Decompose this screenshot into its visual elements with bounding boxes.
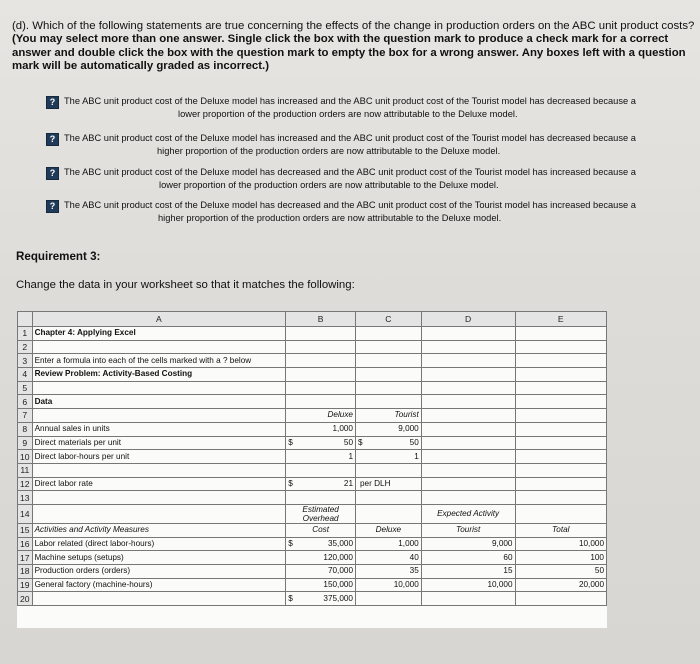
cell-d8[interactable]	[421, 422, 515, 436]
option-line2: higher proportion of the production orders are now attributable to the Deluxe model.	[157, 146, 501, 156]
option-line1: The ABC unit product cost of the Deluxe model has decreased and the ABC unit product cost of the Tourist model has increased because a	[64, 167, 636, 177]
cell-e4[interactable]	[515, 368, 607, 382]
cell-c16[interactable]: 1,000	[356, 537, 422, 551]
cell-a8[interactable]: Annual sales in units	[32, 422, 286, 436]
row-header[interactable]: 4	[18, 368, 33, 382]
cell-e1[interactable]	[515, 327, 607, 341]
option-line2: higher proportion of the production orders are now attributable to the Deluxe model.	[158, 213, 502, 223]
worksheet-grid	[17, 311, 607, 606]
cell-b11[interactable]	[286, 463, 356, 477]
cell-a19[interactable]: General factory (machine-hours)	[32, 578, 286, 592]
cell-d12[interactable]	[421, 477, 515, 491]
row-header[interactable]: 2	[18, 340, 33, 354]
cell-c7[interactable]: Tourist	[356, 409, 422, 423]
question-text: (d). Which of the following statements are true concerning the effects of the change in production orders on the ABC unit product costs? (You may select more than one answer. Single click the box with the question mark to produce a check mark for a correct answer and double click the box with the question mark to empty the box for a wrong answer. Any boxes left with a question mark will be automatically graded as incorrect.)	[12, 20, 695, 73]
cell-a6[interactable]: Data	[32, 395, 286, 409]
option-line1: The ABC unit product cost of the Deluxe model has increased and the ABC unit product cost of the Tourist model has decreased because a	[64, 133, 636, 143]
cell-b8[interactable]: 1,000	[286, 422, 356, 436]
cell-d13[interactable]	[421, 491, 515, 505]
question-mark-checkbox[interactable]: ?	[46, 133, 59, 146]
dollar-sign: $	[288, 593, 293, 603]
cell-a13[interactable]	[32, 491, 286, 505]
cell-c6[interactable]	[356, 395, 422, 409]
cell-a5[interactable]	[32, 381, 286, 395]
cell-d11[interactable]	[421, 463, 515, 477]
cell-e6[interactable]	[515, 395, 607, 409]
row-header[interactable]: 7	[18, 409, 33, 423]
dollar-sign: $	[288, 437, 293, 447]
column-header-e[interactable]: E	[515, 312, 607, 327]
cell-a4[interactable]: Review Problem: Activity-Based Costing	[32, 368, 286, 382]
question-instructions: (You may select more than one answer. Single click the box with the question mark to produce a check mark for a correct answer and double click the box with the question mark to empty the box for a wrong answer. Any boxes left with a question mark will be automatically graded as incorrect.)	[12, 33, 686, 73]
row-header[interactable]: 18	[18, 565, 33, 579]
row-header[interactable]: 3	[18, 354, 33, 368]
cell-c9[interactable]	[356, 436, 422, 450]
cell-e7[interactable]	[515, 409, 607, 423]
column-header-d[interactable]: D	[421, 312, 515, 327]
cell-d18[interactable]: 15	[421, 565, 515, 579]
cell-e11[interactable]	[515, 463, 607, 477]
cell-c4[interactable]	[356, 368, 422, 382]
cell-a16[interactable]: Labor related (direct labor-hours)	[32, 537, 286, 551]
cell-b18[interactable]: 70,000	[286, 565, 356, 579]
cell-c18[interactable]: 35	[356, 565, 422, 579]
row-header[interactable]: 9	[18, 436, 33, 450]
cell-d10[interactable]	[421, 450, 515, 464]
cell-e18[interactable]: 50	[515, 565, 607, 579]
cell-b6[interactable]	[286, 395, 356, 409]
cell-d7[interactable]	[421, 409, 515, 423]
cell-b14-line1: Estimated	[302, 504, 339, 514]
cell-e13[interactable]	[515, 491, 607, 505]
cell-e17[interactable]: 100	[515, 551, 607, 565]
row-header[interactable]: 13	[18, 491, 33, 505]
answer-option-1[interactable]	[46, 96, 686, 121]
cell-e2[interactable]	[515, 340, 607, 354]
cell-a15[interactable]: Activities and Activity Measures	[32, 523, 286, 537]
cell-a12[interactable]: Direct labor rate	[32, 477, 286, 491]
cell-b16-value: 35,000	[327, 538, 353, 548]
column-header-b[interactable]: B	[286, 312, 356, 327]
cell-a17[interactable]: Machine setups (setups)	[32, 551, 286, 565]
cell-c20[interactable]	[356, 592, 422, 606]
cell-e5[interactable]	[515, 381, 607, 395]
cell-e15[interactable]: Total	[515, 523, 607, 537]
answer-option-4[interactable]	[46, 200, 686, 225]
cell-d2[interactable]	[421, 340, 515, 354]
cell-a2[interactable]	[32, 340, 286, 354]
cell-c1[interactable]	[356, 327, 422, 341]
row-header[interactable]: 8	[18, 422, 33, 436]
cell-c8[interactable]: 9,000	[356, 422, 422, 436]
dollar-sign: $	[288, 478, 293, 488]
cell-a20[interactable]	[32, 592, 286, 606]
cell-d3[interactable]	[421, 354, 515, 368]
cell-d20[interactable]	[421, 592, 515, 606]
cell-d16[interactable]: 9,000	[421, 537, 515, 551]
cell-c10[interactable]: 1	[356, 450, 422, 464]
answer-option-3[interactable]	[46, 167, 686, 192]
cell-b14[interactable]	[286, 504, 356, 523]
row-header[interactable]: 11	[18, 463, 33, 477]
cell-a18[interactable]: Production orders (orders)	[32, 565, 286, 579]
cell-c15[interactable]: Deluxe	[356, 523, 422, 537]
cell-b9-value: 50	[343, 437, 353, 447]
row-header[interactable]: 20	[18, 592, 33, 606]
dollar-sign: $	[288, 538, 293, 548]
cell-c17[interactable]: 40	[356, 551, 422, 565]
cell-b14-line2: Overhead	[302, 513, 339, 523]
cell-b17[interactable]: 120,000	[286, 551, 356, 565]
cell-c14[interactable]	[356, 504, 422, 523]
cell-d17[interactable]: 60	[421, 551, 515, 565]
column-header-a[interactable]: A	[32, 312, 286, 327]
cell-e19[interactable]: 20,000	[515, 578, 607, 592]
cell-b16[interactable]	[286, 537, 356, 551]
worksheet	[17, 311, 607, 628]
cell-b10[interactable]: 1	[286, 450, 356, 464]
cell-d5[interactable]	[421, 381, 515, 395]
cell-b1[interactable]	[286, 327, 356, 341]
cell-d9[interactable]	[421, 436, 515, 450]
question-mark-checkbox[interactable]: ?	[46, 200, 59, 213]
cell-e16[interactable]: 10,000	[515, 537, 607, 551]
requirement-title: Requirement 3:	[16, 250, 101, 263]
cell-e9[interactable]	[515, 436, 607, 450]
cell-e12[interactable]	[515, 477, 607, 491]
cell-d6[interactable]	[421, 395, 515, 409]
question-mark-checkbox[interactable]: ?	[46, 167, 59, 180]
cell-d1[interactable]	[421, 327, 515, 341]
row-header[interactable]: 17	[18, 551, 33, 565]
cell-e8[interactable]	[515, 422, 607, 436]
cell-b15[interactable]: Cost	[286, 523, 356, 537]
answer-option-2[interactable]	[46, 133, 686, 158]
cell-a7[interactable]	[32, 409, 286, 423]
cell-b3[interactable]	[286, 354, 356, 368]
cell-a3[interactable]: Enter a formula into each of the cells marked with a ? below	[32, 354, 286, 368]
cell-c19[interactable]: 10,000	[356, 578, 422, 592]
question-mark-checkbox[interactable]: ?	[46, 96, 59, 109]
row-header[interactable]: 1	[18, 327, 33, 341]
question-block	[12, 20, 696, 74]
cell-b9[interactable]	[286, 436, 356, 450]
cell-a9[interactable]: Direct materials per unit	[32, 436, 286, 450]
row-header[interactable]: 19	[18, 578, 33, 592]
cell-e10[interactable]	[515, 450, 607, 464]
cell-b7[interactable]: Deluxe	[286, 409, 356, 423]
cell-c2[interactable]	[356, 340, 422, 354]
cell-c9-value: 50	[409, 437, 419, 447]
cell-b20[interactable]	[286, 592, 356, 606]
corner-cell[interactable]	[18, 312, 33, 327]
cell-b12[interactable]	[286, 477, 356, 491]
cell-b2[interactable]	[286, 340, 356, 354]
cell-b13[interactable]	[286, 491, 356, 505]
cell-a1[interactable]: Chapter 4: Applying Excel	[32, 327, 286, 341]
option-line2: lower proportion of the production orders are now attributable to the Deluxe model.	[178, 109, 518, 119]
option-line2: lower proportion of the production orders are now attributable to the Deluxe model.	[159, 180, 499, 190]
row-header[interactable]: 12	[18, 477, 33, 491]
cell-b4[interactable]	[286, 368, 356, 382]
option-line1: The ABC unit product cost of the Deluxe model has increased and the ABC unit product cost of the Tourist model has decreased because a	[64, 96, 636, 106]
cell-d15[interactable]: Tourist	[421, 523, 515, 537]
cell-d19[interactable]: 10,000	[421, 578, 515, 592]
cell-b12-value: 21	[343, 478, 353, 488]
option-line1: The ABC unit product cost of the Deluxe model has decreased and the ABC unit product cost of the Tourist model has increased because a	[64, 200, 636, 210]
cell-b5[interactable]	[286, 381, 356, 395]
column-header-c[interactable]: C	[356, 312, 422, 327]
cell-a11[interactable]	[32, 463, 286, 477]
cell-b19[interactable]: 150,000	[286, 578, 356, 592]
cell-c3[interactable]	[356, 354, 422, 368]
row-header[interactable]: 6	[18, 395, 33, 409]
cell-a14[interactable]	[32, 504, 286, 523]
cell-c5[interactable]	[356, 381, 422, 395]
cell-c12[interactable]: per DLH	[356, 477, 422, 491]
row-header[interactable]: 16	[18, 537, 33, 551]
dollar-sign: $	[358, 437, 363, 447]
cell-c11[interactable]	[356, 463, 422, 477]
requirement-text: Change the data in your worksheet so that it matches the following:	[16, 279, 355, 291]
cell-c13[interactable]	[356, 491, 422, 505]
cell-b20-value: 375,000	[323, 593, 353, 603]
cell-e3[interactable]	[515, 354, 607, 368]
row-header[interactable]: 14	[18, 504, 33, 523]
row-header[interactable]: 5	[18, 381, 33, 395]
cell-e14[interactable]	[515, 504, 607, 523]
cell-d4[interactable]	[421, 368, 515, 382]
cell-d14[interactable]: Expected Activity	[421, 504, 515, 523]
row-header[interactable]: 10	[18, 450, 33, 464]
cell-a10[interactable]: Direct labor-hours per unit	[32, 450, 286, 464]
cell-e20[interactable]	[515, 592, 607, 606]
row-header[interactable]: 15	[18, 523, 33, 537]
